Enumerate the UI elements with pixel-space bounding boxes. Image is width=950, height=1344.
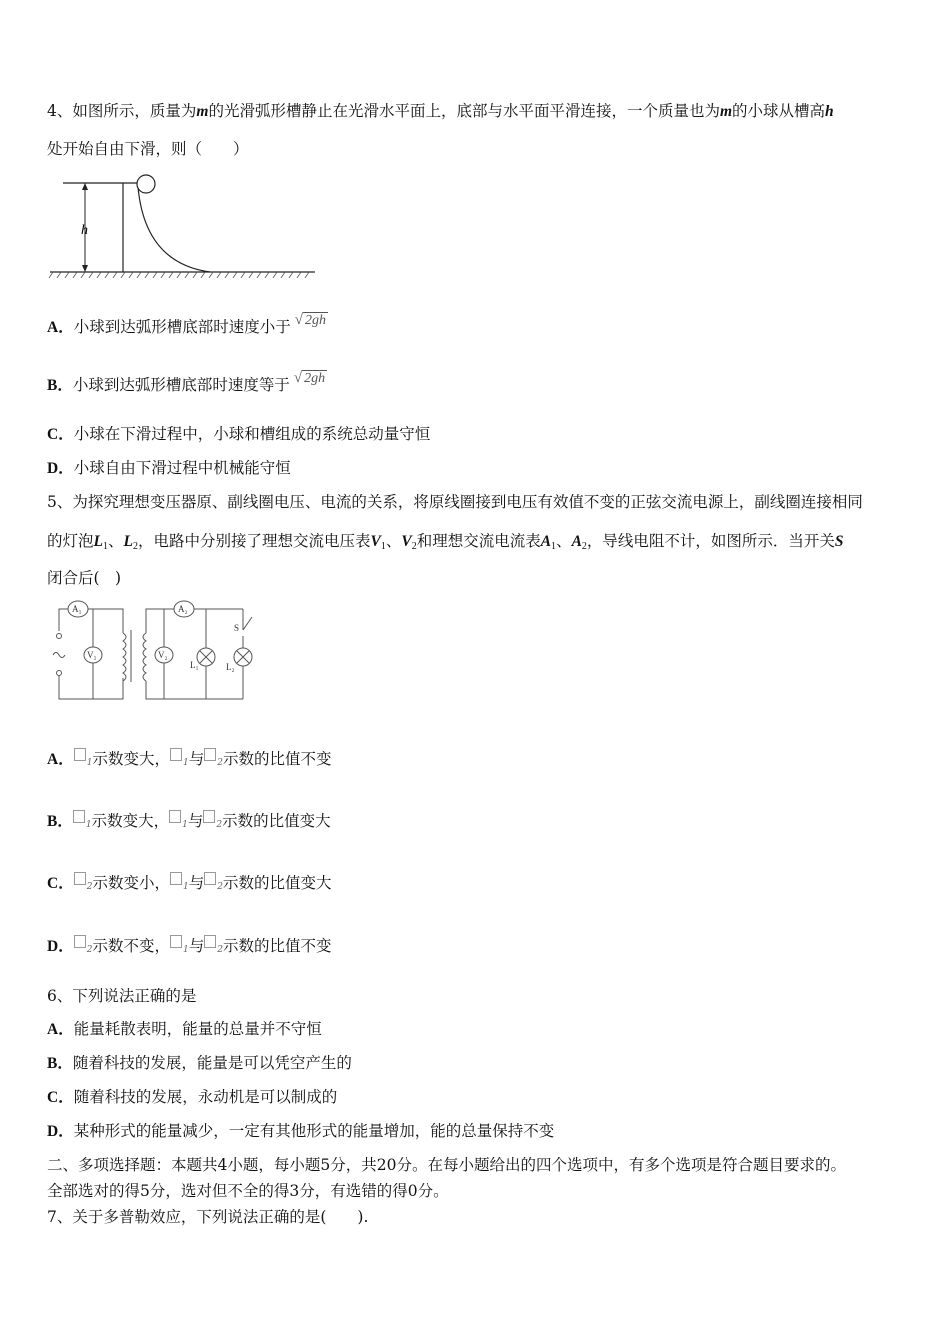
- section2-heading-line2: 全部选对的得5分，选对但不全的得3分，有选错的得0分。: [47, 1182, 449, 1200]
- circuit-label-a2: A₂: [178, 604, 188, 614]
- circuit-label-v2: V₂: [158, 650, 168, 660]
- meter-placeholder-icon: [170, 748, 182, 761]
- q4-option-b: B．小球到达弧形槽底部时速度等于 √ 2gh: [47, 370, 326, 394]
- q6-stem: 6、下列说法正确的是: [47, 987, 197, 1005]
- q5-option-c: C． 2示数变小， 1与 2示数的比值变大: [47, 874, 332, 892]
- q5-stem-line3: 闭合后( ): [47, 569, 122, 587]
- q4-option-a: A．小球到达弧形槽底部时速度小于 √ 2gh: [47, 312, 326, 336]
- meter-placeholder-icon: [170, 935, 182, 948]
- q7-stem: 7、关于多普勒效应，下列说法正确的是( ).: [47, 1208, 369, 1226]
- q5-stem-line2: 的灯泡$L_1$、$L_2$，电路中分别接了理想交流电压表$V_1$、$V_2$和理想交流电流表$A_1$、$A_2$，导线电阻不计，如图所示．当开关S: [47, 532, 844, 552]
- q6-option-c: C．随着科技的发展，永动机是可以制成的: [47, 1088, 338, 1106]
- sqrt-expression: √ 2gh: [294, 312, 326, 328]
- meter-placeholder-icon: [170, 872, 182, 885]
- q6-option-d: D．某种形式的能量减少，一定有其他形式的能量增加，能的总量保持不变: [47, 1122, 555, 1140]
- q6-option-a: A．能量耗散表明，能量的总量并不守恒: [47, 1020, 322, 1038]
- q6-option-b: B．随着科技的发展，能量是可以凭空产生的: [47, 1054, 352, 1072]
- q4-option-c: C．小球在下滑过程中，小球和槽组成的系统总动量守恒: [47, 425, 431, 443]
- section2-heading-line1: 二、多项选择题：本题共4小题，每小题5分，共20分。在每小题给出的四个选项中，有多个选项是符合题目要求的。: [47, 1156, 846, 1174]
- meter-placeholder-icon: [74, 872, 86, 885]
- q4-stem-line1: 4、如图所示，质量为m的光滑弧形槽静止在光滑水平面上，底部与水平面平滑连接，一个质量也为m的小球从槽高h: [47, 102, 834, 120]
- meter-placeholder-icon: [74, 935, 86, 948]
- meter-placeholder-icon: [73, 810, 85, 823]
- circuit-label-l2: L₂: [226, 662, 235, 672]
- q4-option-d: D．小球自由下滑过程中机械能守恒: [47, 459, 291, 477]
- q5-option-b: B． 1示数变大， 1与 2示数的比值变大: [47, 812, 331, 830]
- circuit-label-s: S: [234, 623, 240, 633]
- meter-placeholder-icon: [204, 748, 216, 761]
- q5-stem-line1: 5、为探究理想变压器原、副线圈电压、电流的关系，将原线圈接到电压有效值不变的正弦交流电源上，副线圈连接相同: [47, 493, 863, 511]
- q4-figure-h-label: h: [81, 223, 88, 238]
- meter-placeholder-icon: [204, 935, 216, 948]
- meter-placeholder-icon: [74, 748, 86, 761]
- sqrt-expression: √ 2gh: [293, 370, 326, 386]
- q5-option-a: A． 1示数变大， 1与 2示数的比值不变: [47, 750, 332, 768]
- q4-figure-arc-slot: [45, 168, 320, 283]
- meter-placeholder-icon: [169, 810, 181, 823]
- circuit-label-l1: L₁: [190, 660, 199, 670]
- circuit-label-a1: A₁: [72, 604, 82, 614]
- meter-placeholder-icon: [204, 872, 216, 885]
- q4-stem-line2: 处开始自由下滑，则（ ）: [47, 140, 249, 158]
- circuit-label-v1: V₁: [87, 650, 97, 660]
- meter-placeholder-icon: [203, 810, 215, 823]
- q5-circuit-diagram: [45, 600, 270, 705]
- q5-option-d: D． 2示数不变， 1与 2示数的比值不变: [47, 937, 332, 955]
